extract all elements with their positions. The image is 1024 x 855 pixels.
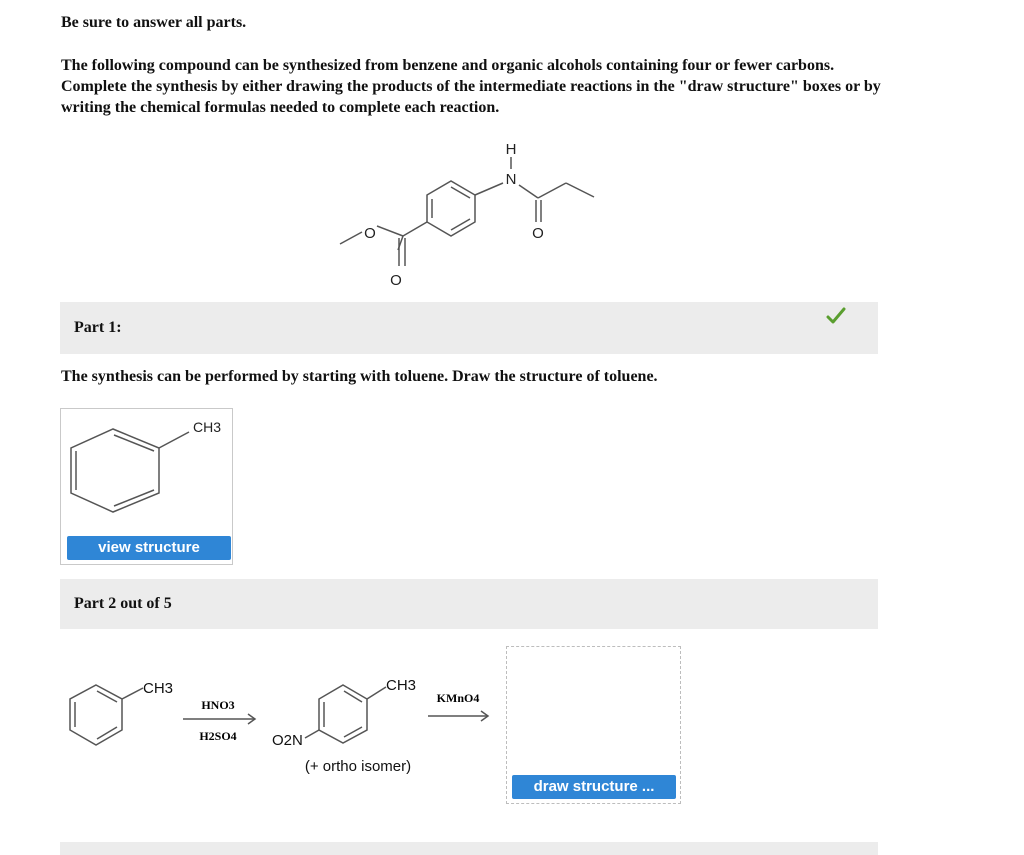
target-molecule-structure <box>330 135 610 295</box>
reagent-h2so4: H2SO4 <box>199 729 237 743</box>
nitrogen-label: N <box>505 171 517 188</box>
amide-oxygen-label: O <box>532 225 544 242</box>
ortho-isomer-note: (+ ortho isomer) <box>304 758 412 775</box>
checkmark-icon <box>826 306 846 326</box>
reactant-ch3-label: CH3 <box>143 680 174 697</box>
part1-title: Part 1: <box>74 319 122 336</box>
part2-title: Part 2 out of 5 <box>74 595 172 612</box>
product-o2n-label: O2N <box>272 732 303 749</box>
part1-header <box>60 302 878 354</box>
carbonyl-oxygen-label: O <box>390 272 402 289</box>
instruction-text: Be sure to answer all parts. <box>61 14 247 31</box>
part3-header <box>60 842 878 855</box>
product-ch3-label: CH3 <box>386 677 417 694</box>
ester-oxygen-label: O <box>364 225 376 242</box>
view-structure-button[interactable]: view structure <box>67 536 231 560</box>
part1-prompt: The synthesis can be performed by starting with toluene. Draw the structure of toluene. <box>61 368 658 385</box>
hydrogen-label: H <box>505 141 517 158</box>
toluene-structure <box>61 409 234 529</box>
reagent-hno3: HNO3 <box>201 698 235 712</box>
draw-structure-button[interactable]: draw structure ... <box>512 775 676 799</box>
draw-structure-area[interactable] <box>506 646 681 804</box>
toluene-answer-box <box>60 408 233 565</box>
question-text: The following compound can be synthesized from benzene and organic alcohols containing four or fewer carbons. Complete the synthesis by either drawing the products of the intermediate reactions in the "draw structure" boxes or by writing the chemical formulas needed to complete each reaction. <box>61 57 881 116</box>
reagent-kmno4: KMnO4 <box>436 691 480 705</box>
toluene-ch3-label: CH3 <box>193 419 222 435</box>
part2-header <box>60 579 878 629</box>
reaction-scheme <box>60 665 500 785</box>
